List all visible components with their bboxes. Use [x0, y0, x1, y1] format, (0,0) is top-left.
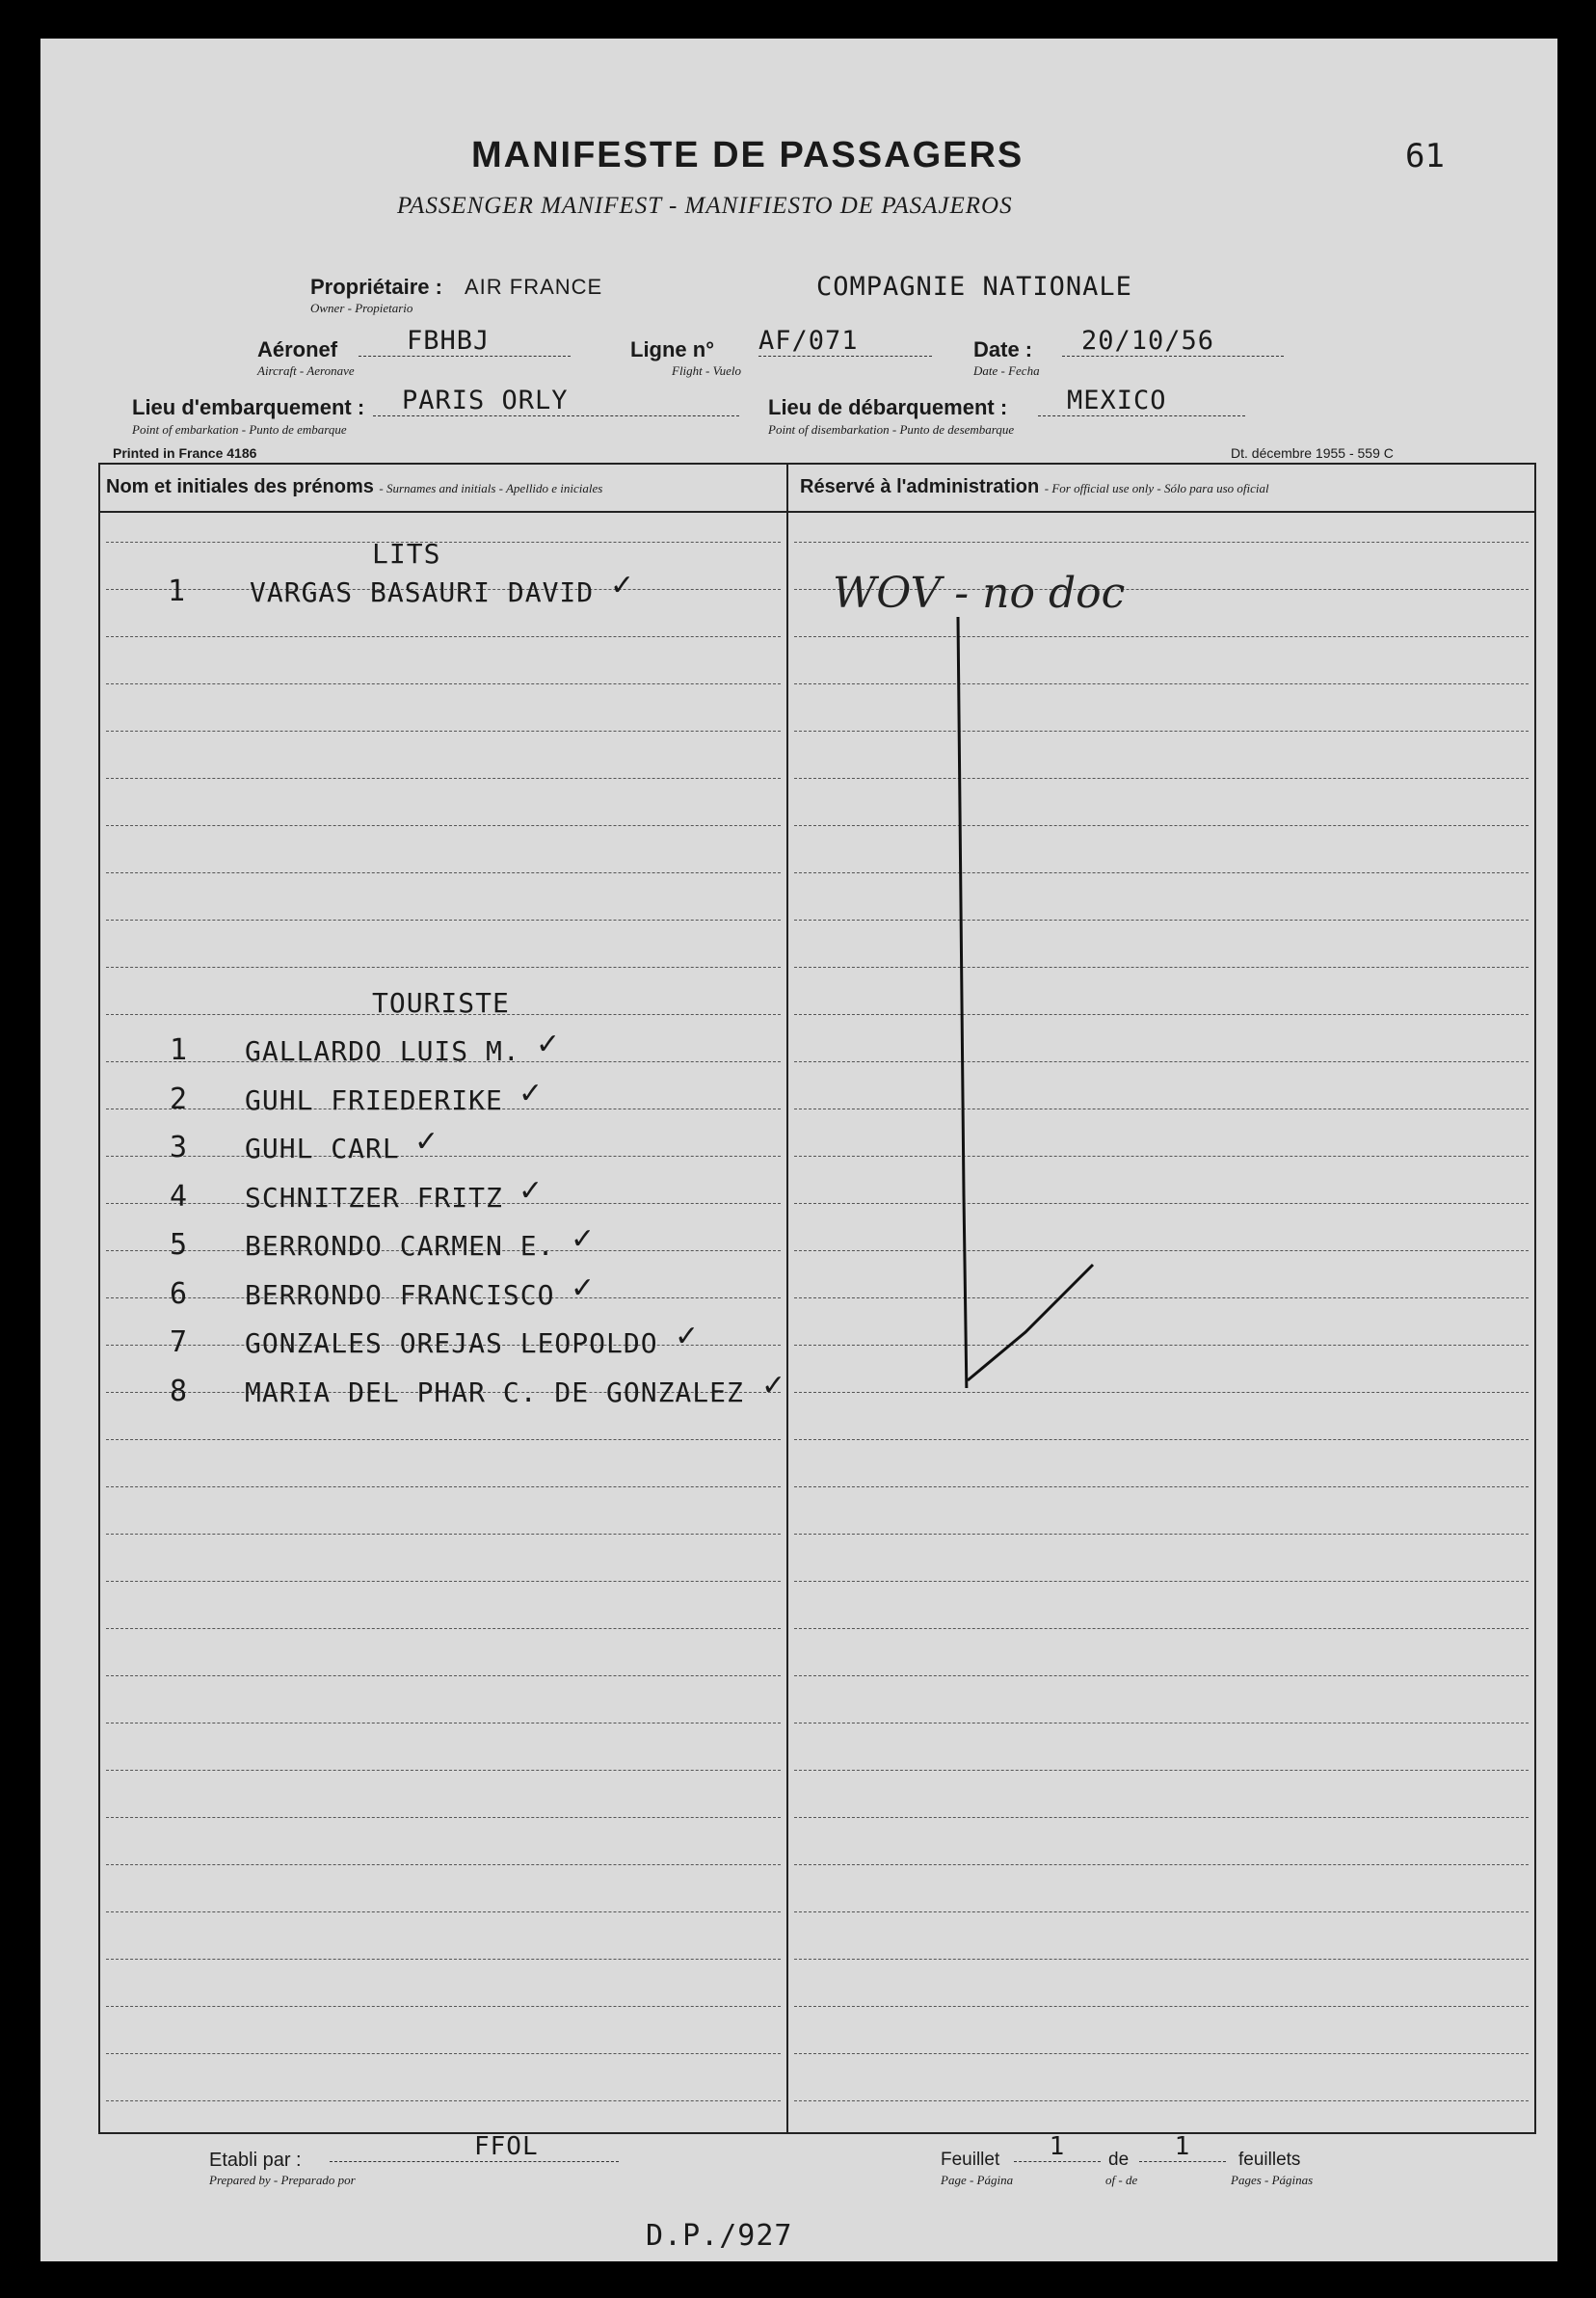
ruled-line-right — [794, 1014, 1529, 1015]
disembarkation-label: Lieu de débarquement : — [768, 395, 1008, 419]
ruled-line-left — [106, 1959, 781, 1960]
ruled-line-right — [794, 542, 1529, 543]
passenger-name: BERRONDO FRANCISCO — [245, 1278, 555, 1311]
ruled-line-right — [794, 778, 1529, 779]
ruled-line-right — [794, 1723, 1529, 1724]
col-names-subtitle: - Surnames and initials - Apellido e iniciales — [379, 481, 603, 495]
ruled-line-right — [794, 2053, 1529, 2054]
passenger-number: 1 — [168, 574, 186, 608]
ruled-line-left — [106, 1156, 781, 1157]
ruled-line-left — [106, 1581, 781, 1582]
passenger-name: BERRONDO CARMEN E. — [245, 1230, 555, 1262]
ruled-line-left — [106, 1770, 781, 1771]
ruled-line-right — [794, 1864, 1529, 1865]
col-admin-subtitle: - For official use only - Sólo para uso oficial — [1044, 481, 1269, 495]
col-admin-title: Réservé à l'administration — [800, 476, 1040, 497]
passenger-name: VARGAS BASAURI DAVID — [250, 576, 595, 608]
ruled-line-left — [106, 1534, 781, 1535]
embarkation-label: Lieu d'embarquement : — [132, 395, 365, 419]
ruled-line-right — [794, 683, 1529, 684]
ruled-line-right — [794, 872, 1529, 873]
ruled-line-right — [794, 1581, 1529, 1582]
ruled-line-right — [794, 1959, 1529, 1960]
ruled-line-right — [794, 2100, 1529, 2101]
owner-label: Propriétaire : — [310, 275, 442, 299]
ruled-line-left — [106, 1723, 781, 1724]
col-admin-header — [800, 476, 1269, 498]
ruled-line-left — [106, 1817, 781, 1818]
admin-bracket-mark — [929, 617, 1141, 1388]
passenger-number: 6 — [170, 1276, 188, 1311]
ruled-line-right — [794, 636, 1529, 637]
flight-label: Ligne n° — [630, 337, 715, 361]
ruled-line-right — [794, 967, 1529, 968]
aircraft-label: Aéronef — [257, 337, 338, 361]
date-sublabel: Date - Fecha — [973, 363, 1040, 378]
ruled-line-left — [106, 825, 781, 826]
sheet-sublabel: Page - Página — [941, 2173, 1014, 2187]
date-label: Date : — [973, 337, 1033, 361]
passenger-number: 2 — [170, 1082, 188, 1116]
ruled-line-right — [794, 1156, 1529, 1157]
passenger-number: 1 — [170, 1033, 188, 1067]
ruled-line-right — [794, 825, 1529, 826]
ruled-line-left — [106, 1911, 781, 1912]
verified-check-icon: ✓ — [536, 1028, 561, 1061]
disembarkation-sublabel: Point of disembarkation - Punto de desembarque — [768, 422, 1015, 437]
ruled-line-right — [794, 1770, 1529, 1771]
ruled-line-left — [106, 731, 781, 732]
section-lits: LITS — [372, 538, 441, 570]
aircraft-value: FBHBJ — [359, 326, 571, 357]
admin-note: WOV - no doc — [833, 569, 1126, 618]
header-divider — [100, 511, 1534, 513]
of-label: de — [1108, 2150, 1130, 2170]
ruled-line-right — [794, 1486, 1529, 1487]
owner-sublabel: Owner - Propietario — [310, 301, 413, 315]
passenger-number: 8 — [170, 1374, 188, 1408]
ruled-line-left — [106, 1675, 781, 1676]
ruled-line-left — [106, 872, 781, 873]
verified-check-icon: ✓ — [571, 1222, 596, 1256]
passenger-name: GONZALES OREJAS LEOPOLDO — [245, 1327, 658, 1359]
document-reference: D.P./927 — [646, 2219, 793, 2253]
passenger-name: GUHL FRIEDERIKE — [245, 1083, 503, 1116]
print-info-left: Printed in France 4186 — [113, 445, 257, 461]
passenger-name: GUHL CARL — [245, 1133, 400, 1164]
ruled-line-left — [106, 542, 781, 543]
form-title: MANIFESTE DE PASSAGERS — [471, 135, 1024, 175]
ruled-line-right — [794, 1534, 1529, 1535]
column-divider — [786, 465, 788, 2132]
col-names-title: Nom et initiales des prénoms — [106, 476, 374, 497]
verified-check-icon: ✓ — [414, 1125, 439, 1159]
ruled-line-left — [106, 778, 781, 779]
aircraft-sublabel: Aircraft - Aeronave — [257, 363, 355, 378]
prepared-sublabel: Prepared by - Preparado por — [209, 2173, 356, 2187]
ruled-line-left — [106, 2006, 781, 2007]
ruled-line-right — [794, 1675, 1529, 1676]
sheets-label: feuillets — [1238, 2150, 1301, 2170]
ruled-line-right — [794, 1392, 1529, 1393]
ruled-line-right — [794, 1061, 1529, 1062]
ruled-line-right — [794, 2006, 1529, 2007]
passenger-number: 3 — [170, 1131, 188, 1164]
ruled-line-right — [794, 1297, 1529, 1298]
form-subtitle: PASSENGER MANIFEST - MANIFIESTO DE PASAJEROS — [397, 193, 1013, 219]
verified-check-icon: ✓ — [571, 1270, 596, 1305]
verified-check-icon: ✓ — [610, 569, 635, 602]
verified-check-icon: ✓ — [675, 1320, 700, 1353]
ruled-line-left — [106, 636, 781, 637]
passenger-name: GALLARDO LUIS M. — [245, 1035, 520, 1067]
sheet-value: 1 — [1014, 2132, 1101, 2162]
ruled-line-right — [794, 1817, 1529, 1818]
ruled-line-right — [794, 1345, 1529, 1346]
of-sublabel: of - de — [1105, 2173, 1138, 2187]
manifest-sheet — [40, 39, 1557, 2261]
ruled-line-right — [794, 920, 1529, 921]
ruled-line-left — [106, 2100, 781, 2101]
sheets-sublabel: Pages - Páginas — [1231, 2173, 1314, 2187]
of-value: 1 — [1139, 2132, 1226, 2162]
verified-check-icon: ✓ — [519, 1076, 544, 1110]
ruled-line-left — [106, 1439, 781, 1440]
prepared-value: FFOL — [330, 2132, 619, 2162]
ruled-line-left — [106, 1486, 781, 1487]
embarkation-sublabel: Point of embarkation - Punto de embarque — [132, 422, 347, 437]
section-touriste: TOURISTE — [372, 987, 510, 1019]
ruled-line-right — [794, 1203, 1529, 1204]
page-number: 61 — [1405, 137, 1445, 175]
embarkation-value: PARIS ORLY — [373, 386, 739, 416]
ruled-line-right — [794, 1628, 1529, 1629]
disembarkation-value: MEXICO — [1038, 386, 1245, 416]
passenger-name: MARIA DEL PHAR C. DE GONZALEZ — [245, 1376, 744, 1408]
col-names-header — [106, 476, 602, 498]
flight-sublabel: Flight - Vuelo — [672, 363, 741, 378]
passenger-name: SCHNITZER FRITZ — [245, 1181, 503, 1214]
print-info-right: Dt. décembre 1955 - 559 C — [1231, 445, 1394, 461]
flight-value: AF/071 — [758, 326, 932, 357]
ruled-line-left — [106, 683, 781, 684]
passenger-table — [98, 463, 1536, 2134]
date-value: 20/10/56 — [1062, 326, 1284, 357]
ruled-line-left — [106, 2053, 781, 2054]
verified-check-icon: ✓ — [519, 1173, 544, 1208]
ruled-line-right — [794, 1250, 1529, 1251]
ruled-line-left — [106, 967, 781, 968]
company-name: COMPAGNIE NATIONALE — [816, 272, 1132, 302]
ruled-line-left — [106, 1864, 781, 1865]
owner-value: AIR FRANCE — [465, 275, 603, 299]
passenger-number: 5 — [170, 1228, 188, 1262]
verified-check-icon: ✓ — [761, 1368, 786, 1403]
ruled-line-left — [106, 920, 781, 921]
passenger-number: 4 — [170, 1179, 188, 1214]
sheet-label: Feuillet — [941, 2150, 1000, 2170]
ruled-line-right — [794, 1911, 1529, 1912]
prepared-label: Etabli par : — [209, 2150, 302, 2171]
ruled-line-right — [794, 731, 1529, 732]
passenger-number: 7 — [170, 1325, 188, 1359]
ruled-line-left — [106, 1628, 781, 1629]
ruled-line-right — [794, 1439, 1529, 1440]
